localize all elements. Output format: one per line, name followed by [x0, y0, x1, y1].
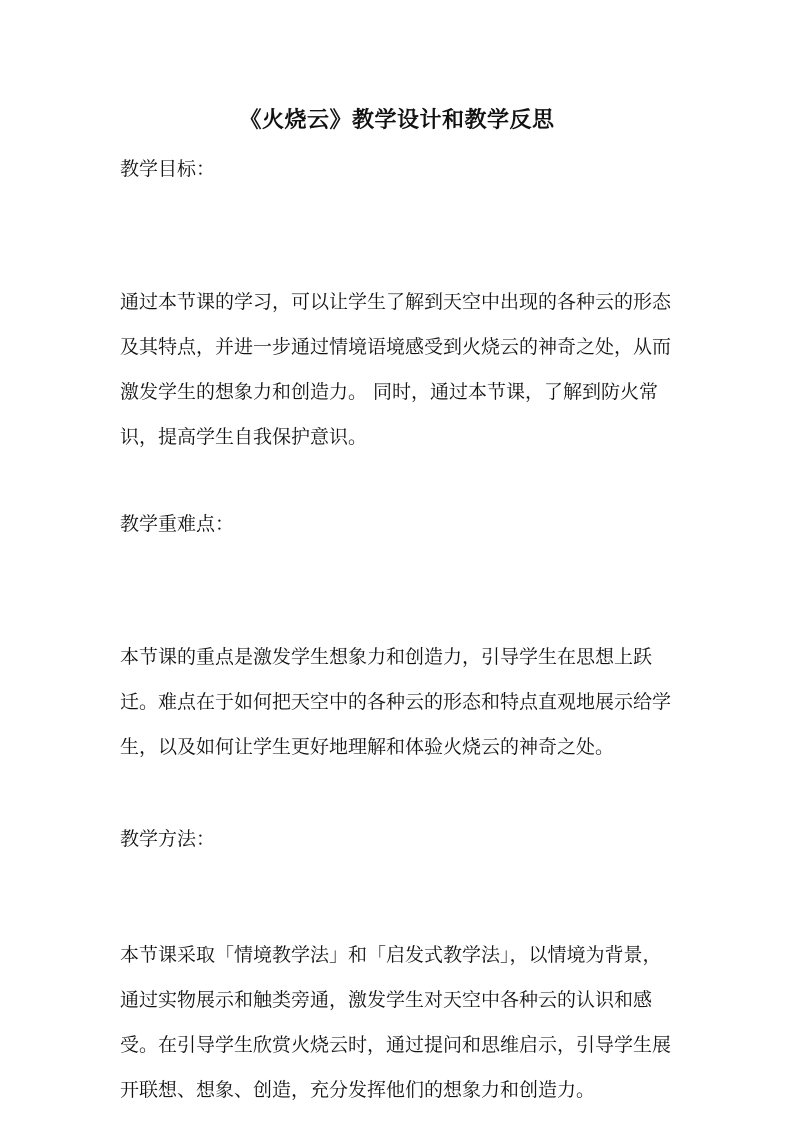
paragraph-line: 识，提高学生自我保护意识。	[120, 426, 368, 448]
paragraph-line: 通过本节课的学习，可以让学生了解到天空中出现的各种云的形态	[120, 291, 672, 313]
paragraph-line: 激发学生的想象力和创造力。 同时，通过本节课，了解到防火常	[120, 381, 659, 403]
section-body-objectives	[120, 280, 680, 460]
paragraph-line: 受。在引导学生欣赏火烧云时，通过提问和思维启示，引导学生展	[120, 1034, 672, 1056]
section-body-methods	[120, 933, 680, 1113]
paragraph-line: 及其特点，并进一步通过情境语境感受到火烧云的神奇之处，从而	[120, 336, 672, 358]
section-heading-methods: 教学方法：	[120, 828, 216, 850]
section-heading-objectives: 教学目标：	[120, 158, 216, 180]
paragraph-line: 迁。难点在于如何把天空中的各种云的形态和特点直观地展示给学	[120, 691, 672, 713]
section-body-key-points	[120, 635, 680, 770]
paragraph-line: 通过实物展示和触类旁通，激发学生对天空中各种云的认识和感	[120, 989, 653, 1011]
paragraph-line: 生，以及如何让学生更好地理解和体验火烧云的神奇之处。	[120, 736, 615, 758]
document-title: 《火烧云》教学设计和教学反思	[239, 108, 555, 133]
section-heading-key-points: 教学重难点：	[120, 513, 235, 535]
paragraph-line: 本节课的重点是激发学生想象力和创造力，引导学生在思想上跃	[120, 646, 653, 668]
paragraph-line: 开联想、想象、创造，充分发挥他们的想象力和创造力。	[120, 1079, 596, 1101]
paragraph-line: 本节课采取「情境教学法」和「启发式教学法」，以情境为背景，	[120, 944, 662, 966]
